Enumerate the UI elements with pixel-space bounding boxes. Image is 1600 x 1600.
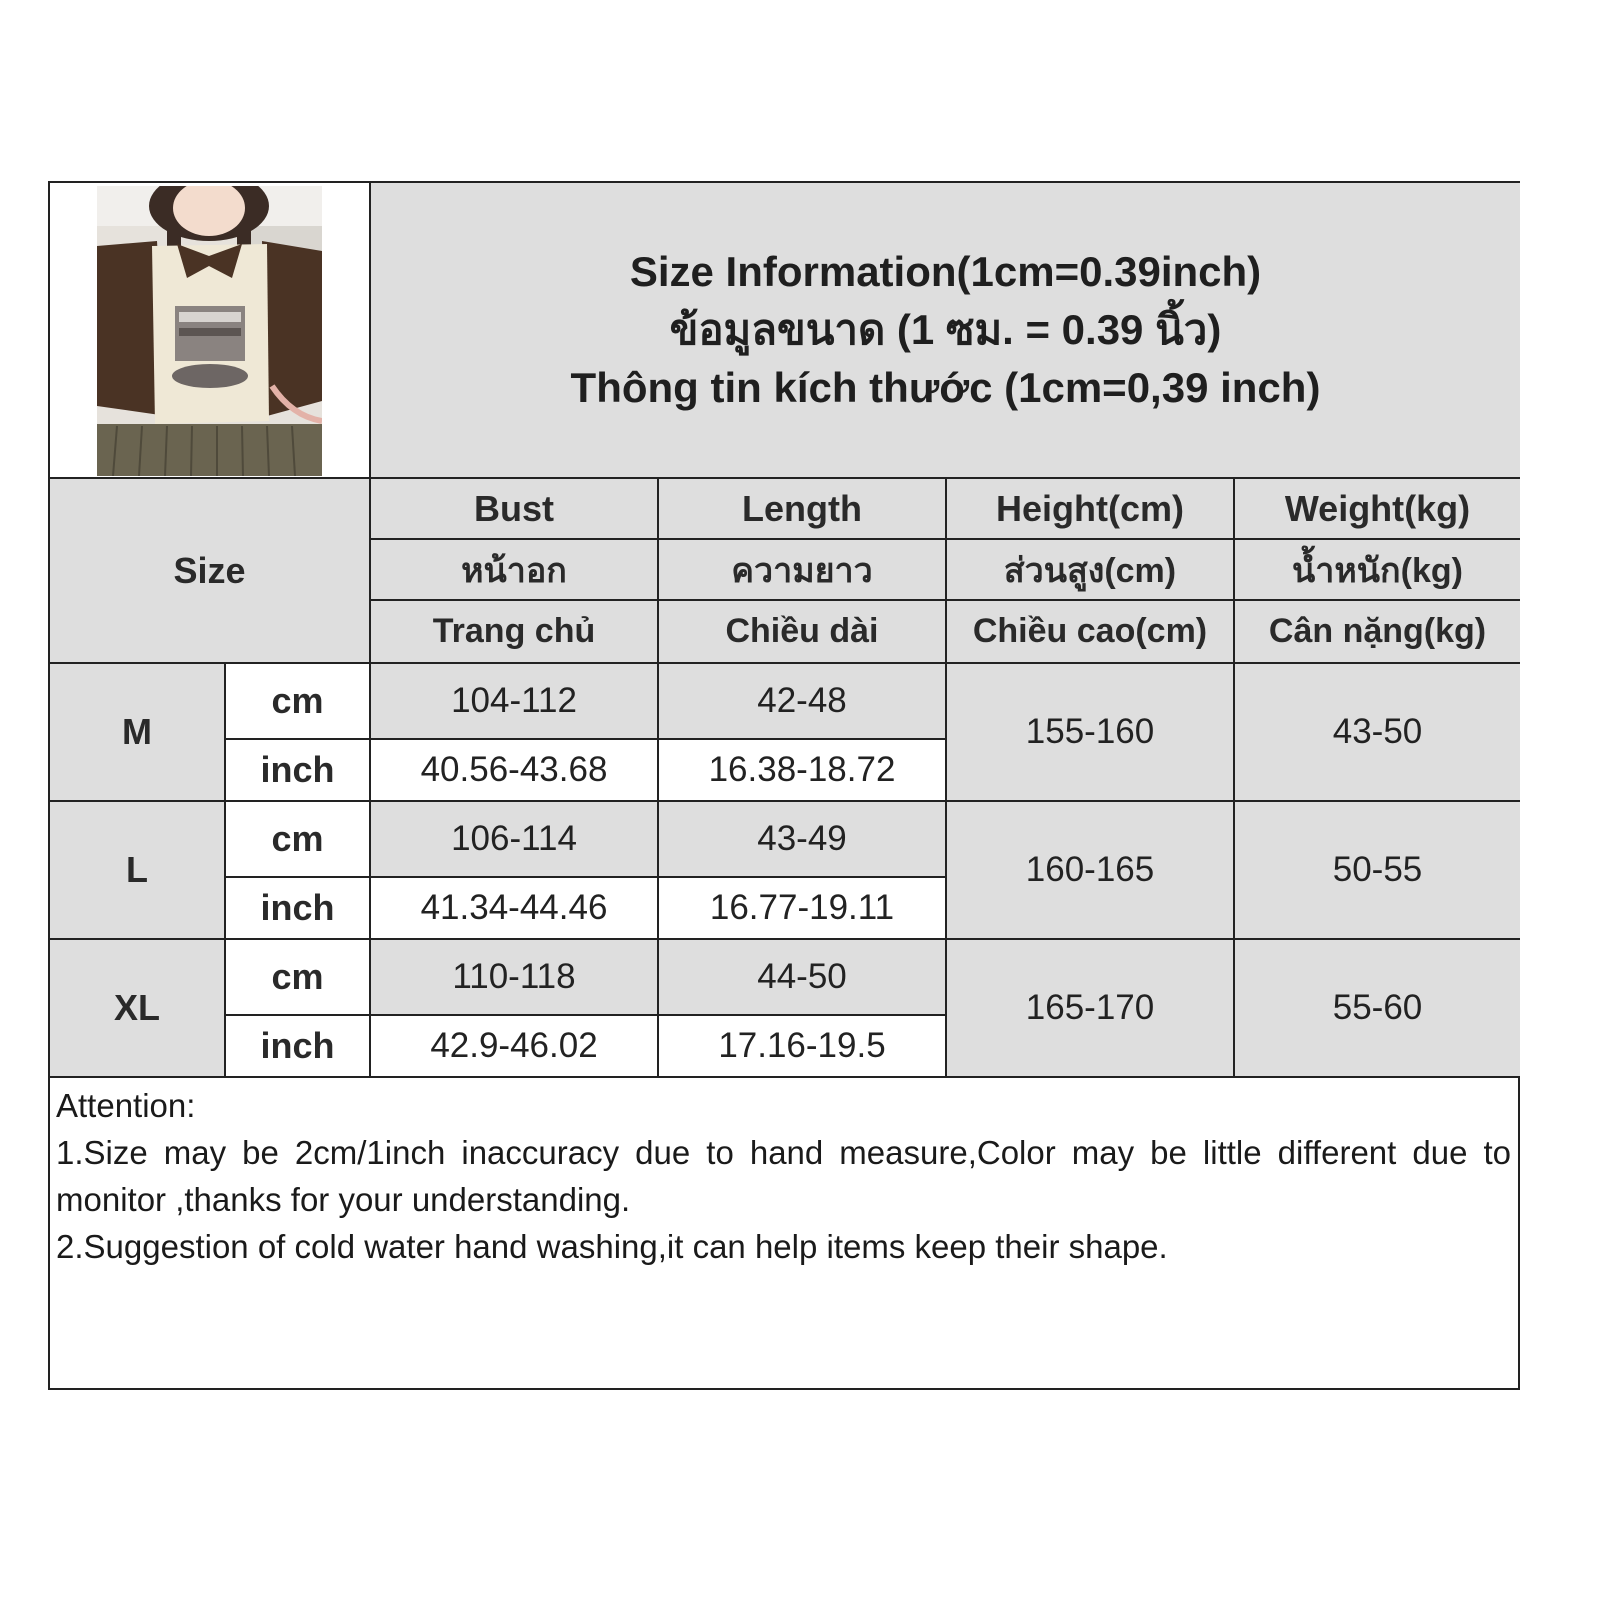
grid-line xyxy=(50,938,1520,940)
size-cell-m: M xyxy=(50,664,224,800)
header-height-en: Height(cm) xyxy=(947,479,1233,538)
grid-line xyxy=(371,599,1520,601)
size-cell-xl: XL xyxy=(50,940,224,1076)
bust-cm-cell: 104-112 xyxy=(371,664,657,738)
height-cell: 160-165 xyxy=(947,802,1233,938)
height-cell: 155-160 xyxy=(947,664,1233,800)
weight-cell: 43-50 xyxy=(1235,664,1520,800)
header-weight-th: น้ำหนัก(kg) xyxy=(1235,540,1520,599)
size-cell-l: L xyxy=(50,802,224,938)
weight-cell: 50-55 xyxy=(1235,802,1520,938)
bust-inch-cell: 41.34-44.46 xyxy=(371,878,657,938)
header-bust-vi: Trang chủ xyxy=(371,601,657,662)
grid-line xyxy=(50,662,1520,664)
grid-line xyxy=(1233,479,1235,1078)
grid-line xyxy=(50,477,1520,479)
weight-cell: 55-60 xyxy=(1235,940,1520,1076)
product-photo xyxy=(97,186,322,476)
length-cm-cell: 43-49 xyxy=(659,802,945,876)
title-vietnamese: Thông tin kích thước (1cm=0,39 inch) xyxy=(570,364,1321,411)
title-english: Size Information(1cm=0.39inch) xyxy=(629,248,1262,295)
header-length-th: ความยาว xyxy=(659,540,945,599)
header-height-vi: Chiều cao(cm) xyxy=(947,601,1233,662)
attention-notes xyxy=(56,1082,1511,1270)
header-height-th: ส่วนสูง(cm) xyxy=(947,540,1233,599)
bust-inch-cell: 40.56-43.68 xyxy=(371,740,657,800)
unit-cell: cm xyxy=(226,802,369,876)
unit-cell: inch xyxy=(226,740,369,800)
header-weight-vi: Cân nặng(kg) xyxy=(1235,601,1520,662)
grid-line xyxy=(50,1076,1520,1078)
attention-heading: Attention: xyxy=(56,1087,196,1124)
header-bust-th: หน้าอก xyxy=(371,540,657,599)
grid-line xyxy=(50,800,1520,802)
length-cm-cell: 42-48 xyxy=(659,664,945,738)
length-inch-cell: 16.38-18.72 xyxy=(659,740,945,800)
grid-line xyxy=(657,479,659,1078)
length-cm-cell: 44-50 xyxy=(659,940,945,1014)
grid-line xyxy=(226,876,945,878)
unit-cell: inch xyxy=(226,1016,369,1076)
bust-cm-cell: 106-114 xyxy=(371,802,657,876)
header-length-en: Length xyxy=(659,479,945,538)
attention-item-2: 2.Suggestion of cold water hand washing,it can help items keep their shape. xyxy=(56,1228,1168,1265)
size-header-label: Size xyxy=(173,549,246,591)
header-bust-en: Bust xyxy=(371,479,657,538)
title-block xyxy=(371,183,1520,477)
grid-line xyxy=(369,183,371,1078)
grid-line xyxy=(226,738,945,740)
size-header-cell xyxy=(50,479,369,662)
title-thai: ข้อมูลขนาด (1 ซม. = 0.39 นิ้ว) xyxy=(669,306,1222,353)
unit-cell: cm xyxy=(226,664,369,738)
header-length-vi: Chiều dài xyxy=(659,601,945,662)
grid-line xyxy=(945,479,947,1078)
header-weight-en: Weight(kg) xyxy=(1235,479,1520,538)
length-inch-cell: 16.77-19.11 xyxy=(659,878,945,938)
size-chart xyxy=(48,181,1520,1390)
bust-cm-cell: 110-118 xyxy=(371,940,657,1014)
attention-item-1: 1.Size may be 2cm/1inch inaccuracy due to hand measure,Color may be little different due to monitor ,thanks for your understanding. xyxy=(56,1134,1511,1218)
grid-line xyxy=(226,1014,945,1016)
unit-cell: cm xyxy=(226,940,369,1014)
length-inch-cell: 17.16-19.5 xyxy=(659,1016,945,1076)
height-cell: 165-170 xyxy=(947,940,1233,1076)
bust-inch-cell: 42.9-46.02 xyxy=(371,1016,657,1076)
unit-cell: inch xyxy=(226,878,369,938)
product-photo-image xyxy=(97,186,322,476)
grid-line xyxy=(371,538,1520,540)
